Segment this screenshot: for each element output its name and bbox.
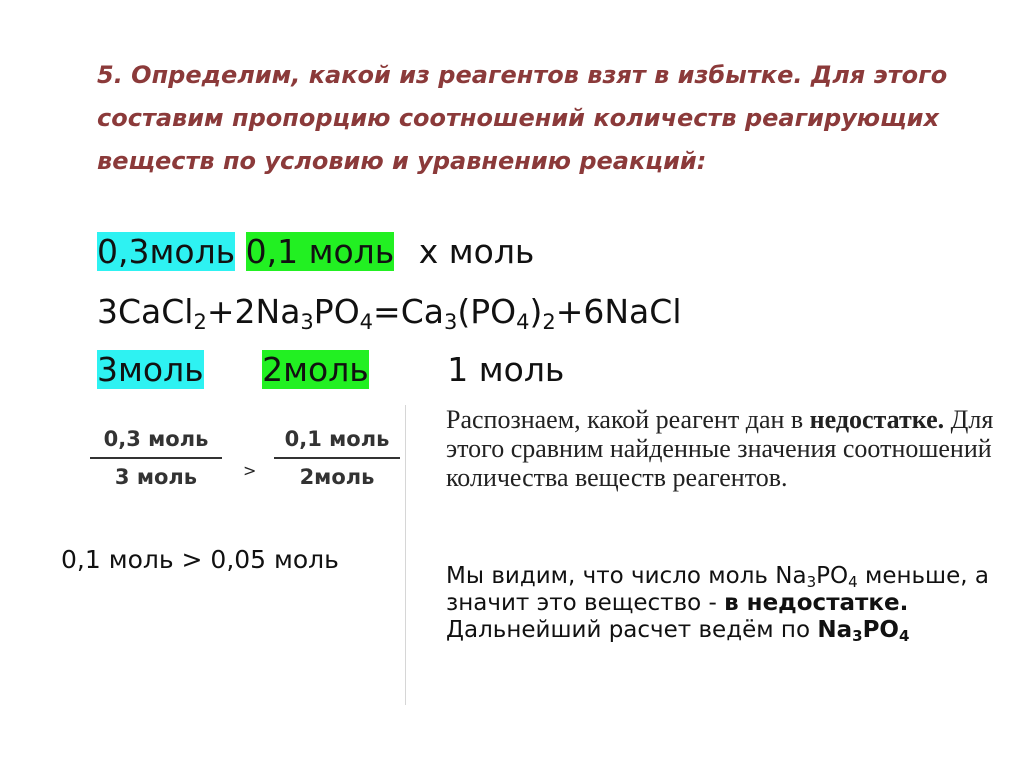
- eq-subscript: 4: [516, 310, 530, 334]
- eq-part: PO: [313, 292, 360, 331]
- explanation-paragraph-2: [446, 563, 1006, 644]
- subscript: 4: [898, 627, 910, 645]
- fraction-numerator: 0,3 моль: [103, 427, 209, 451]
- text-run: Мы видим, что число моль Na: [446, 563, 807, 589]
- eq-part: ): [529, 292, 543, 331]
- eq-part: (PO: [457, 292, 517, 331]
- text-run: Распознаем, какой реагент дан в: [446, 405, 810, 434]
- eq-subscript: 3: [443, 310, 458, 334]
- eq-subscript: 2: [542, 310, 556, 334]
- text-run: Дальнейший расчет ведём по: [446, 617, 818, 643]
- eq-subscript: 4: [359, 310, 374, 334]
- na3po4-coef: 2моль: [262, 350, 369, 389]
- fraction-bar: [274, 457, 400, 459]
- coefficients-row: [97, 350, 564, 390]
- comparison-result: 0,1 моль > 0,05 моль: [61, 545, 339, 574]
- subscript: 4: [848, 573, 858, 591]
- cacl2-amount: 0,3моль: [97, 232, 236, 271]
- formula-part: Na: [817, 617, 853, 643]
- amounts-row: [97, 232, 534, 272]
- comparison-operator: >: [243, 461, 257, 480]
- eq-part: +6NaCl: [555, 292, 682, 331]
- product-coef: 1 моль: [447, 350, 565, 389]
- na3po4-amount: 0,1 моль: [245, 232, 395, 271]
- section-title: 5. Определим, какой из реагентов взят в избытке. Для этого составим пропорцию соотношений количеств реагирующих веществ по условию и уравнению реакций:: [97, 61, 948, 175]
- bold-text: в недостатке.: [724, 590, 909, 616]
- cacl2-coef: 3моль: [97, 350, 204, 389]
- bold-text: недостатке.: [809, 405, 945, 434]
- product-amount: х моль: [418, 232, 535, 271]
- text-run: PO: [816, 563, 849, 589]
- subscript: 3: [852, 627, 863, 645]
- divider: [405, 405, 406, 705]
- subscript: 3: [806, 573, 817, 591]
- fraction-na3po4: [274, 425, 400, 491]
- eq-part: +2Na: [206, 292, 301, 331]
- text-run: Для этого сравним найденные значения соотношений количества веществ реагентов.: [446, 405, 994, 492]
- fraction-denominator: 3 моль: [114, 465, 198, 489]
- explanation-paragraph-1: [446, 405, 1006, 492]
- fraction-bar: [90, 457, 222, 459]
- eq-subscript: 3: [300, 310, 314, 334]
- text-run: меньше, а значит это вещество -: [446, 563, 989, 616]
- fraction-denominator: 2моль: [299, 465, 375, 489]
- fraction-numerator: 0,1 моль: [284, 427, 390, 451]
- eq-part: =Ca: [373, 292, 444, 331]
- eq-part: 3CaCl: [97, 292, 194, 331]
- formula-part: PO: [862, 617, 899, 643]
- reaction-equation: [97, 292, 681, 332]
- bold-formula: [817, 617, 909, 643]
- fraction-cacl2: [90, 425, 222, 491]
- eq-subscript: 2: [193, 310, 207, 334]
